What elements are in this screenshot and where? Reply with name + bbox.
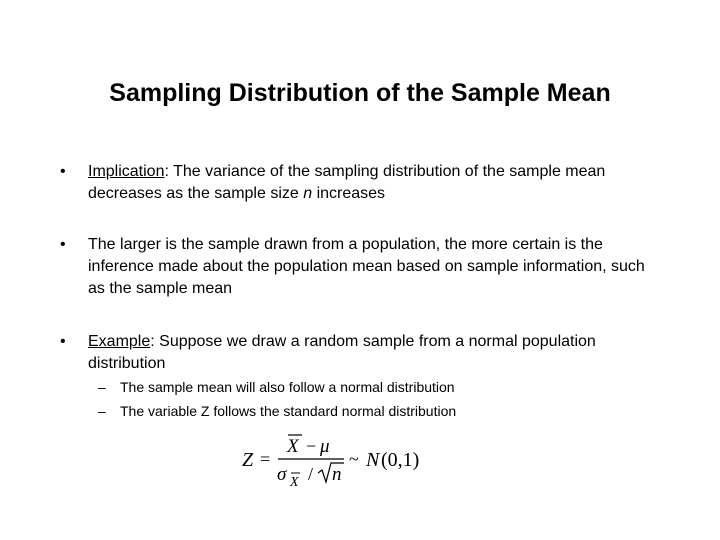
subbullet-text: The variable Z follows the standard normal distribution: [120, 403, 457, 419]
subbullet-z-standard-normal: [98, 401, 658, 421]
bullet-label: Example: [88, 333, 151, 350]
subbullet-text: The sample mean will also follow a normal distribution: [120, 379, 455, 395]
slide-title: Sampling Distribution of the Sample Mean: [109, 79, 611, 107]
bullet-text: [88, 331, 660, 375]
bullet-text: [88, 161, 660, 205]
formula-equals: =: [260, 449, 271, 469]
bullet-marker: •: [60, 333, 66, 350]
formula-den-sub: X: [290, 475, 299, 490]
bullet-text-part: The variance of the sampling distribution of the sample mean decreases as the sample size: [88, 163, 606, 202]
formula-den-slash: /: [308, 464, 314, 484]
bullet-colon: :: [150, 333, 155, 350]
formula-den-n: n: [332, 464, 342, 485]
bullet-label: Implication: [88, 163, 165, 180]
bullet-text-part: Suppose we draw a random sample from a normal population distribution: [88, 333, 596, 372]
formula-num-minus: −: [306, 436, 317, 456]
formula-dist-args: (0,1): [381, 449, 420, 471]
formula-den-sigma: σ: [277, 464, 287, 485]
formula-tilde: ~: [349, 449, 359, 469]
bullet-example: [60, 331, 660, 375]
subbullet-marker: –: [98, 379, 106, 395]
formula-num-x: X: [287, 436, 299, 457]
formula-num-mu: μ: [320, 436, 330, 457]
subbullet-sample-mean-normal: [98, 377, 658, 397]
bullet-colon: :: [164, 163, 169, 180]
formula-z: Z: [242, 449, 254, 471]
bullet-larger-sample: [60, 234, 660, 300]
bullet-text: The larger is the sample drawn from a population, the more certain is the inference made about the population mean based on sample information, such as the sample mean: [88, 236, 645, 297]
bullet-text-part: increases: [312, 185, 386, 202]
bullet-variable: n: [303, 185, 313, 202]
formula-dist-n: N: [366, 449, 380, 471]
bullet-implication: [60, 161, 660, 205]
bullet-marker: •: [60, 236, 66, 253]
z-score-formula: [240, 430, 440, 490]
subbullet-marker: –: [98, 403, 106, 419]
bullet-marker: •: [60, 163, 66, 180]
